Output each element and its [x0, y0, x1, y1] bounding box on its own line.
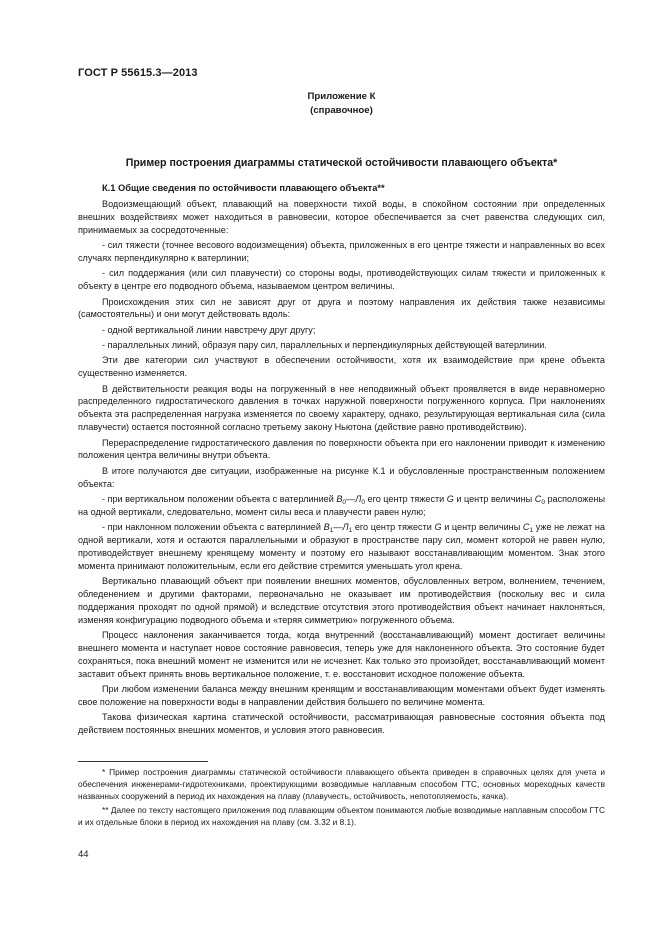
footnote: * Пример построения диаграммы статической остойчивости плавающего объекта приведен в справочных целях для учета и обеспечения инженерами-гидротехниками, проектирующими возводимые наплавным способом ГТС, основных мореходных качеств названных сооружений в период их нахождения на плаву (плавучесть, остойчивость, непотопляемость, качка).	[78, 767, 605, 801]
list-item: - сил поддержания (или сил плавучести) со стороны воды, противодействующих силам тяжести и приложенных к объекту в центре его подводного объема, называемом центром величины.	[78, 268, 605, 292]
list-item-inclined: - при наклонном положении объекта с ватерлинией $B_1—Л_1$ его центр тяжести G и центр величины $C_1$ уже не лежат на одной вертикали, хотя и остаются параллельными и образуют в пространстве пару сил, момент которой не равен нулю, противодействует внешнему кренящему моменту и поэтому его называют восстанавливающим моментом. Знак этого момента принимают положительным, если его действие стремится уменьшать угол крена.	[78, 522, 605, 571]
list-item: - одной вертикальной линии навстречу друг другу;	[102, 324, 316, 335]
paragraph: В действительности реакция воды на погруженный в нее неподвижный объект проявляется в виде неравномерно распределенного гидростатического давления в точках наружной поверхности погруженного корпуса. При наклонениях объекта эта распределенная нагрузка изменяется по своему характеру, однако, результирующая вертикальная сила (сила плавучести) остается постоянной согласно третьему закону Ньютона (действие равно противодействию).	[78, 383, 605, 433]
symbol-b: B	[336, 493, 343, 504]
symbol-g: G	[446, 493, 454, 504]
symbol-l: Л	[355, 493, 362, 504]
symbol-b: B	[323, 522, 330, 533]
symbol-g: G	[434, 522, 442, 533]
list-item: - параллельных линий, образуя пару сил, параллельных и перпендикулярных действующей ватерлинии.	[102, 340, 547, 351]
page-number: 44	[78, 849, 89, 860]
footnote: ** Далее по тексту настоящего приложения под плавающим объектом понимаются любые возводимые наплавным способом ГТС и их отдельные блоки в период их нахождения на плаву (см. 3.32 и 8.1).	[78, 805, 605, 828]
standard-code: ГОСТ Р 55615.3—2013	[78, 67, 198, 79]
paragraph: Такова физическая картина статической остойчивости, рассматривающая равновесные состояния объекта под действием постоянных внешних моментов, и условия этого равновесия.	[78, 712, 605, 736]
paragraph: Эти две категории сил участвуют в обеспечении остойчивости, хотя их взаимодействие при крене объекта существенно изменяется.	[78, 355, 605, 379]
appendix-type: (справочное)	[310, 105, 373, 116]
footnotes	[78, 767, 605, 832]
list-item: - сил тяжести (точнее весового водоизмещения) объекта, приложенных в его центре тяжести и направленных во всех случаях перпендикулярно к ватерлинии;	[78, 240, 605, 264]
paragraph: При любом изменении баланса между внешним кренящим и восстанавливающим моментами объект будет изменять свое положение на поверхности воды в направлении действия большего по величине момента.	[78, 684, 605, 708]
list-item-vertical: - при вертикальном положении объекта с ватерлинией $B_0—Л_0$ его центр тяжести G и центр величины $C_0$ расположены на одной вертикали, следовательно, момент силы веса и плавучести равен нулю;	[78, 493, 605, 517]
paragraph: Перераспределение гидростатического давления по поверхности объекта при его наклонении приводит к изменению положения центра величины внутри объекта.	[78, 437, 605, 461]
paragraph: Процесс наклонения заканчивается тогда, когда внутренний (восстанавливающий) момент достигает величины внешнего момента и наступает новое состояние равновесия, теперь уже для наклоненного объекта. Это состояние будет сохраняться, пока внешний момент не изменится или не исчезнет. Как только это произойдет, восстанавливающий момент заставит объект принять вновь вертикальное положение, т. е. восстановит исходное положение объекта.	[78, 630, 605, 679]
appendix-title: Пример построения диаграммы статической остойчивости плавающего объекта*	[125, 157, 558, 169]
appendix-label: Приложение К	[307, 91, 376, 102]
symbol-c: C	[534, 493, 542, 504]
paragraph: Вертикально плавающий объект при появлении внешних моментов, обусловленных ветром, волнением, течением, обледенением и другими факторами, первоначально не оказывает им противодействия (поскольку вес и сила поддержания проходят по одной прямой) и вследствие отсутствия этого противодействия объект начинает наклоняться, изменяя конфигурацию подводного объема и «теряя симметрию» погруженного объема.	[78, 576, 605, 625]
footnote-divider	[78, 761, 208, 762]
body-text	[78, 198, 605, 740]
symbol-l: Л	[342, 522, 349, 533]
paragraph: Происхождения этих сил не зависят друг от друга и поэтому направления их действия также независимы (самостоятельны) и они могут действовать вдоль:	[78, 296, 605, 320]
section-heading: К.1 Общие сведения по остойчивости плавающего объекта**	[102, 183, 385, 193]
paragraph: В итоге получаются две ситуации, изображенные на рисунке К.1 и обусловленные пространственным положением объекта:	[78, 465, 605, 489]
symbol-c: C	[522, 522, 530, 533]
paragraph: Водоизмещающий объект, плавающий на поверхности тихой воды, в спокойном состоянии при определенных внешних воздействиях может находиться в равновесии, которое обеспечивается за счет равенства следующих сил, принимаемых за сосредоточенные:	[78, 199, 605, 235]
